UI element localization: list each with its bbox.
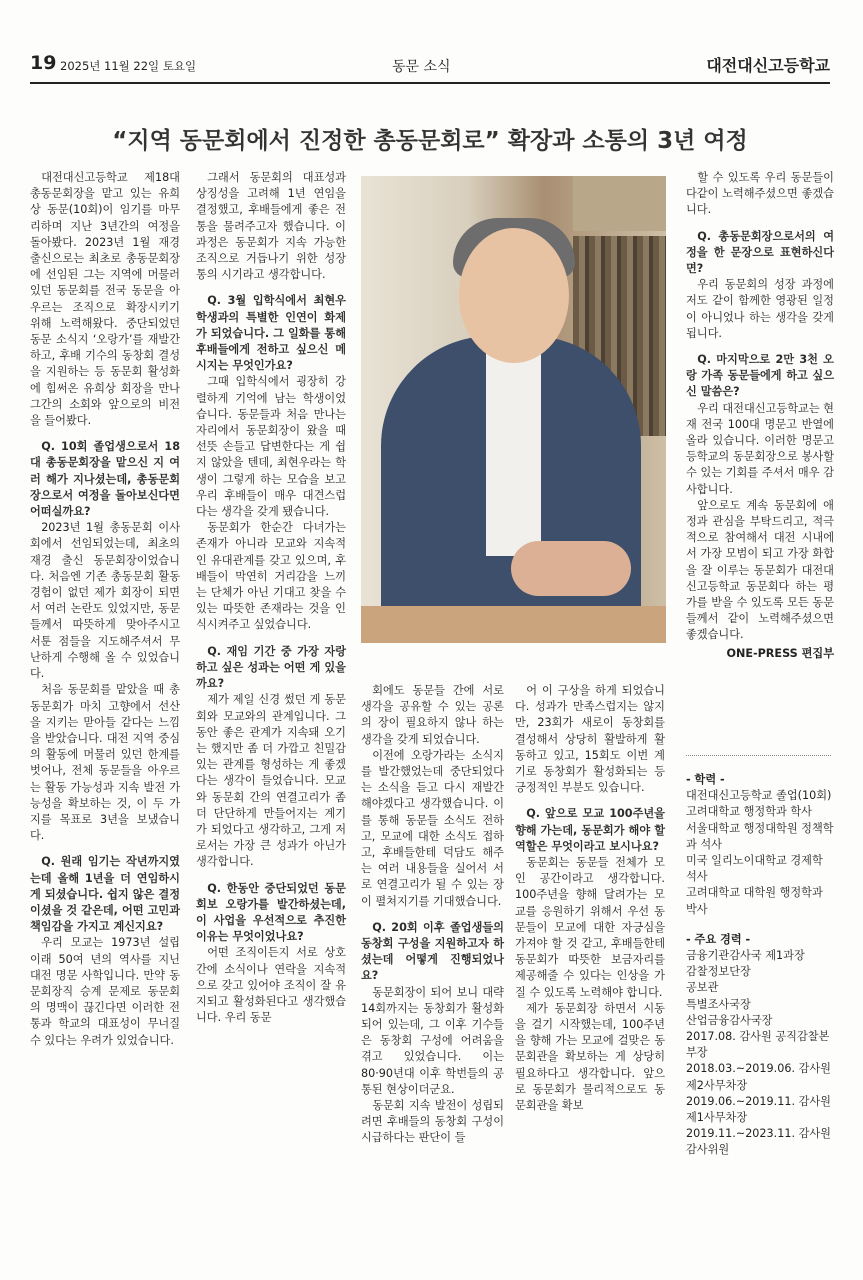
paragraph: 회에도 동문들 간에 서로 생각을 공유할 수 있는 공론의 장이 필요하지 않나 하는 생각을 갖게 되었습니다. [361, 684, 504, 746]
education-list [686, 788, 836, 918]
profile-entry: 서울대학교 행정대학원 정책학과 석사 [686, 821, 834, 851]
career-list [686, 948, 836, 1159]
issue-date: 2025년 11월 22일 토요일 [60, 59, 197, 73]
profile-entry: 고려대학교 대학원 행정학과 박사 [686, 886, 823, 916]
paragraph: 그때 입학식에서 굉장히 강렬하게 기억에 남는 학생이었습니다. 동문들과 처음 만나는 자리에서 동문회장이 왔을 때 선뜻 손들고 답변한다는 게 쉽지 않았을 텐데, 최현우라는 학생이 그렇게 하는 모습을 보고 우리 후배들이 매우 대견스럽다는 생각을 갖게 됐습니다. [196, 375, 346, 519]
paragraph: 할 수 있도록 우리 동문들이 다같이 노력해주셨으면 좋겠습니다. [686, 171, 834, 217]
paragraph: 그래서 동문회의 대표성과 상징성을 고려해 1년 연임을 결정했고, 후배들에게 좋은 전통을 물려주고자 했습니다. 이 과정은 동문회가 지속 가능한 조직으로 거듭나기 위한 성장통의 시기라고 생각합니다. [196, 171, 346, 282]
interview-question: Q. 마지막으로 2만 3천 오랑 가족 동문들에게 하고 싶으신 말씀은? [686, 353, 834, 399]
profile-entry: 특별조사국장 [686, 997, 751, 1011]
paragraph: 어떤 조직이든지 서로 상호 간에 소식이나 연락을 지속적으로 갖고 있어야 조직이 잘 유지되고 활성화된다고 생각했습니다. 우리 동문 [196, 946, 346, 1025]
interview-question: Q. 한동안 중단되었던 동문회보 오랑가를 발간하셨는데, 이 사업을 우선적으로 추진한 이유는 무엇이었나요? [196, 881, 346, 944]
photo-face [459, 228, 569, 363]
article-column-3 [361, 683, 504, 1147]
interview-question: Q. 20회 이후 졸업생들의 동창회 구성을 지원하고자 하셨는데 어떻게 진행되었나요? [361, 920, 504, 983]
paragraph: 우리 대전대신고등학교는 현재 전국 100대 명문고 반열에 올라 있습니다. 이러한 명문고등학교의 동문회장으로 봉사할 수 있는 기회를 주셔서 매우 감사합니다. [686, 401, 834, 496]
profile-entry: 2019.11.~2023.11. 감사원 감사위원 [686, 1127, 831, 1157]
paragraph: 대전대신고등학교 제18대 총동문회장을 맡고 있는 유희상 동문(10회)이 임기를 마무리하며 지난 3년간의 여정을 돌아봤다. 2023년 1월 재경 출신으로는 최초로 총동문회장에 선임된 그는 지역에 머물러 있던 동문회를 전국 동문을 아우르는 조직으로 확장시키기 위해 노력해왔다. 중단되었던 동문 소식지 ‘오랑가’를 재발간하고, 후배 기수의 동창회 결성을 지원하는 등 동문회 활성화에 힘써온 유희상 회장을 만나 그간의 소회와 앞으로의 비전을 들어봤다. [30, 171, 180, 428]
interview-question: Q. 재임 기간 중 가장 자랑하고 싶은 성과는 어떤 게 있을까요? [196, 644, 346, 691]
article-column-1 [30, 170, 180, 1049]
section-name: 동문 소식 [392, 59, 451, 75]
page-header [30, 52, 830, 82]
photo-table [361, 606, 666, 643]
profile-entry: 2018.03.~2019.06. 감사원 제2사무차장 [686, 1062, 831, 1092]
profile-entry: 감찰정보단장 [686, 965, 751, 979]
paragraph: 제가 제일 신경 썼던 게 동문회와 모교와의 관계입니다. 그동안 좋은 관계가 지속돼 오기는 했지만 좀 더 가깝고 친밀감 있는 관계를 형성하는 게 좋겠다는 생각이 들었습니다. 모교와 동문회 간의 연결고리가 좀 더 단단하게 만들어지는 계기가 되었다고 생각하고, 그게 저로서는 가장 큰 성과가 아닌가 생각합니다. [196, 693, 346, 869]
article-column-5 [686, 170, 834, 662]
interviewee-photo [361, 176, 666, 643]
publication-name: 대전대신고등학교 [706, 56, 830, 75]
paragraph: 2023년 1월 총동문회 이사회에서 선임되었는데, 최초의 재경 출신 동문회장이었습니다. 처음엔 기존 총동문회 활동 경험이 없던 제가 회장이 되면서 여러 논란도 있었지만, 동문들께서 따뜻하게 맞아주시고 서툰 점들을 지도해주셔서 무난하게 수행해 올 수 있었습니다. [30, 521, 180, 681]
profile-entry: 금융기관감사국 제1과장 [686, 949, 805, 963]
paragraph: 어 이 구상을 하게 되었습니다. 성과가 만족스럽지는 않지만, 23회가 새로이 동창회를 결성해서 상당히 활발하게 활동하고 있고, 15회도 이번 계기로 동창회가 활성화되는 등 긍정적인 부분도 있습니다. [515, 684, 665, 795]
interview-question: Q. 3월 입학식에서 최현우 학생과의 특별한 인연이 화제가 되었습니다. 그 일화를 통해 후배들에게 전하고 싶으신 메시지는 무엇인가요? [196, 294, 346, 373]
byline: ONE-PRESS 편집부 [726, 646, 834, 660]
profile-entry: 공보관 [686, 981, 719, 995]
career-heading: - 주요 경력 - [686, 932, 751, 946]
paragraph: 처음 동문회를 맡았을 때 총동문회가 마치 고향에서 선산을 지키는 맏아들 같다는 느낌을 받았습니다. 대전 지역 중심의 활동에 머물러 있던 한계를 벗어나, 전체 동문들을 아우르는 활동 가능성과 지속 발전 가능성을 확보하는 것, 이 두 가지를 목표로 3년을 보냈습니다. [30, 683, 180, 843]
paragraph: 앞으로도 계속 동문회에 애정과 관심을 부탁드리고, 적극적으로 참여해서 대전 시내에서 가장 모범이 되고 가장 화합을 잘 이루는 동문회가 대전대신고등학교 동문회다 하는 평가를 받을 수 있도록 모든 동문들께서 같이 노력해주셨으면 좋겠습니다. [686, 498, 834, 642]
paragraph: 우리 동문회의 성장 과정에 저도 같이 함께한 영광된 일정이 아니었나 하는 생각을 갖게 됩니다. [686, 278, 834, 340]
profile-entry: 2019.06.~2019.11. 감사원 제1사무차장 [686, 1094, 831, 1125]
interview-question: Q. 원래 임기는 작년까지였는데 올해 1년을 더 연임하시게 되셨습니다. 쉽지 않은 결정이셨을 것 같은데, 어떤 고민과 책임감을 가지고 계신지요? [30, 855, 180, 934]
photo-shelf-top [573, 176, 666, 231]
article-column-2 [196, 170, 346, 1026]
paragraph: 제가 동문회장 하면서 시동을 걸기 시작했는데, 100주년을 향해 가는 모교에 걸맞은 동문회관을 확보하는 게 상당히 필요하다고 생각합니다. 앞으로 동문회가 물리적으로도 동문회관을 확보 [515, 1001, 665, 1113]
photo-shirt [486, 346, 541, 556]
interview-question: Q. 앞으로 모교 100주년을 향해 가는데, 동문회가 해야 할 역할은 무엇이라고 보시나요? [515, 807, 665, 853]
paragraph: 동문회장이 되어 보니 대략 14회까지는 동창회가 활성화되어 있는데, 그 이후 기수들은 동창회 구성에 어려움을 겪고 있었습니다. 이는 80·90년대 이후 학번들의 공통된 현상이더군요. [361, 985, 504, 1096]
profile-entry: 2017.08. 감사원 공직감찰본부장 [686, 1030, 830, 1060]
paragraph: 동문회 지속 발전이 성립되려면 후배들의 동창회 구성이 시급하다는 판단이 들 [361, 1099, 504, 1145]
education-heading: - 학력 - [686, 773, 725, 786]
profile-entry: 산업금융감사국장 [686, 1013, 773, 1027]
paragraph: 동문회는 동문들 전체가 모인 공간이라고 생각합니다. 100주년을 향해 달려가는 모교를 응원하기 위해서 우선 동문들이 모교에 대한 자긍심을 가져야 할 것 같고, 후배들한테 동문회가 따뜻한 보금자리를 제공해줄 수 있다는 인상을 가질 수 있도록 노력해야 합니다. [515, 856, 665, 999]
interview-question: Q. 10회 졸업생으로서 18대 총동문회장을 맡으신 지 여러 해가 지나셨는데, 총동문회장으로서 여정을 돌아보신다면 어떠실까요? [30, 440, 180, 519]
profile-box [686, 772, 836, 1159]
interview-question: Q. 총동문회장으로서의 여정을 한 문장으로 표현하신다면? [686, 229, 834, 276]
header-rule [30, 82, 830, 84]
article-title: “지역 동문회에서 진정한 총동문회로” 확장과 소통의 3년 여정 [112, 128, 748, 154]
photo-hands [511, 541, 631, 596]
paragraph: 동문회가 한순간 다녀가는 존재가 아니라 모교와 지속적인 유대관계를 갖고 있으며, 후배들이 막연히 거리감을 느끼는 단체가 아닌 기대고 찾을 수 있는 따뜻한 존재라는 것을 인식시켜주고 싶었습니다. [196, 521, 346, 632]
profile-entry: 대전대신고등학교 졸업(10회) [686, 789, 832, 803]
page-number: 19 [30, 52, 57, 74]
profile-entry: 미국 일리노이대학교 경제학 석사 [686, 854, 823, 884]
profile-divider [686, 755, 831, 756]
article-column-4 [515, 683, 665, 1114]
paragraph: 우리 모교는 1973년 설립 이래 50여 년의 역사를 지닌 대전 명문 사학입니다. 만약 동문회장직 승계 문제로 동문회의 명맥이 끊긴다면 이러한 전통과 학교의 대표성이 무너질 수 있다는 우려가 있었습니다. [30, 936, 180, 1047]
profile-entry: 고려대학교 행정학과 학사 [686, 805, 812, 819]
paragraph: 이전에 오랑가라는 소식지를 발간했었는데 중단되었다는 소식을 듣고 다시 재발간해야겠다고 생각했습니다. 이를 통해 동문들 소식도 전하고, 모교에 대한 소식도 접하고, 후배들한테 덕담도 해주는 여러 내용들을 실어서 서로 연결고리가 될 수 있는 장이 펼쳐지기를 기대했습니다. [361, 748, 504, 908]
